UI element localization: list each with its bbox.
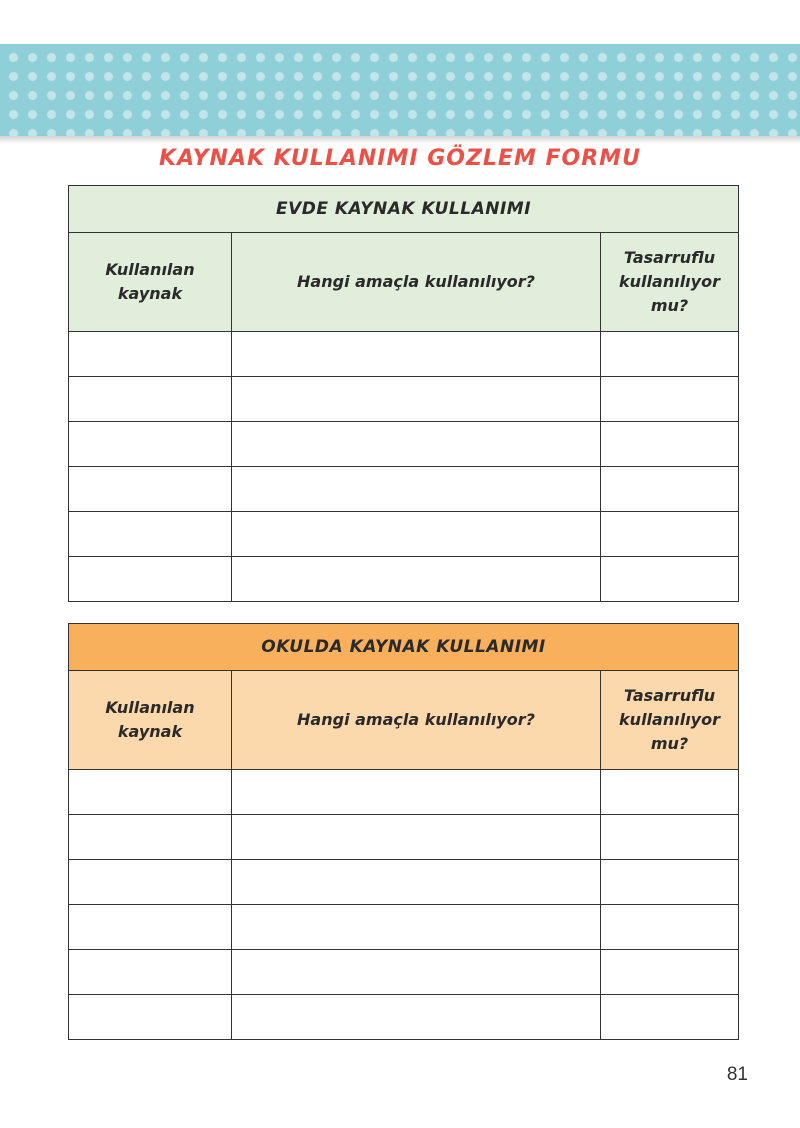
header-resource-used [69, 233, 232, 332]
saving-cell[interactable] [601, 557, 739, 602]
school-table-body [69, 770, 739, 1040]
purpose-cell[interactable] [232, 905, 601, 950]
header-resource-used-text: Kullanılan kaynak [105, 698, 195, 741]
header-saving-text: Tasarruflu kullanılıyor mu? [619, 248, 720, 315]
purpose-cell[interactable] [232, 815, 601, 860]
resource-cell[interactable] [69, 905, 232, 950]
header-resource-used [69, 671, 232, 770]
saving-cell[interactable] [601, 332, 739, 377]
saving-cell[interactable] [601, 422, 739, 467]
table-row [69, 422, 739, 467]
purpose-cell[interactable] [232, 557, 601, 602]
decorative-dotted-banner [0, 44, 800, 136]
home-resource-table [68, 185, 739, 602]
form-title: KAYNAK KULLANIMI GÖZLEM FORMU [159, 146, 641, 171]
table-row [69, 512, 739, 557]
purpose-cell[interactable] [232, 512, 601, 557]
purpose-cell[interactable] [232, 332, 601, 377]
purpose-cell[interactable] [232, 995, 601, 1040]
resource-cell[interactable] [69, 512, 232, 557]
table-row [69, 995, 739, 1040]
saving-cell[interactable] [601, 512, 739, 557]
saving-cell[interactable] [601, 905, 739, 950]
table-row [69, 467, 739, 512]
table-row [69, 815, 739, 860]
school-section-title: OKULDA KAYNAK KULLANIMI [69, 624, 739, 671]
header-resource-used-text: Kullanılan kaynak [105, 260, 195, 303]
purpose-cell[interactable] [232, 377, 601, 422]
saving-cell[interactable] [601, 950, 739, 995]
resource-cell[interactable] [69, 377, 232, 422]
saving-cell[interactable] [601, 467, 739, 512]
table-row [69, 557, 739, 602]
header-saving [601, 233, 739, 332]
saving-cell[interactable] [601, 860, 739, 905]
home-table-body [69, 332, 739, 602]
resource-cell[interactable] [69, 557, 232, 602]
resource-cell[interactable] [69, 467, 232, 512]
saving-cell[interactable] [601, 995, 739, 1040]
purpose-cell[interactable] [232, 950, 601, 995]
header-saving-text: Tasarruflu kullanılıyor mu? [619, 686, 720, 753]
resource-cell[interactable] [69, 422, 232, 467]
resource-cell[interactable] [69, 770, 232, 815]
table-row [69, 377, 739, 422]
resource-cell[interactable] [69, 332, 232, 377]
header-purpose: Hangi amaçla kullanılıyor? [232, 671, 601, 770]
resource-cell[interactable] [69, 815, 232, 860]
resource-cell[interactable] [69, 950, 232, 995]
saving-cell[interactable] [601, 770, 739, 815]
purpose-cell[interactable] [232, 422, 601, 467]
resource-cell[interactable] [69, 995, 232, 1040]
purpose-cell[interactable] [232, 770, 601, 815]
table-row [69, 770, 739, 815]
home-section-title: EVDE KAYNAK KULLANIMI [69, 186, 739, 233]
saving-cell[interactable] [601, 377, 739, 422]
table-row [69, 332, 739, 377]
school-resource-table [68, 623, 739, 1040]
purpose-cell[interactable] [232, 860, 601, 905]
resource-cell[interactable] [69, 860, 232, 905]
page-number: 81 [726, 1064, 748, 1085]
header-purpose: Hangi amaçla kullanılıyor? [232, 233, 601, 332]
table-row [69, 905, 739, 950]
table-row [69, 950, 739, 995]
header-saving [601, 671, 739, 770]
table-row [69, 860, 739, 905]
banner-shadow [0, 136, 800, 144]
saving-cell[interactable] [601, 815, 739, 860]
purpose-cell[interactable] [232, 467, 601, 512]
